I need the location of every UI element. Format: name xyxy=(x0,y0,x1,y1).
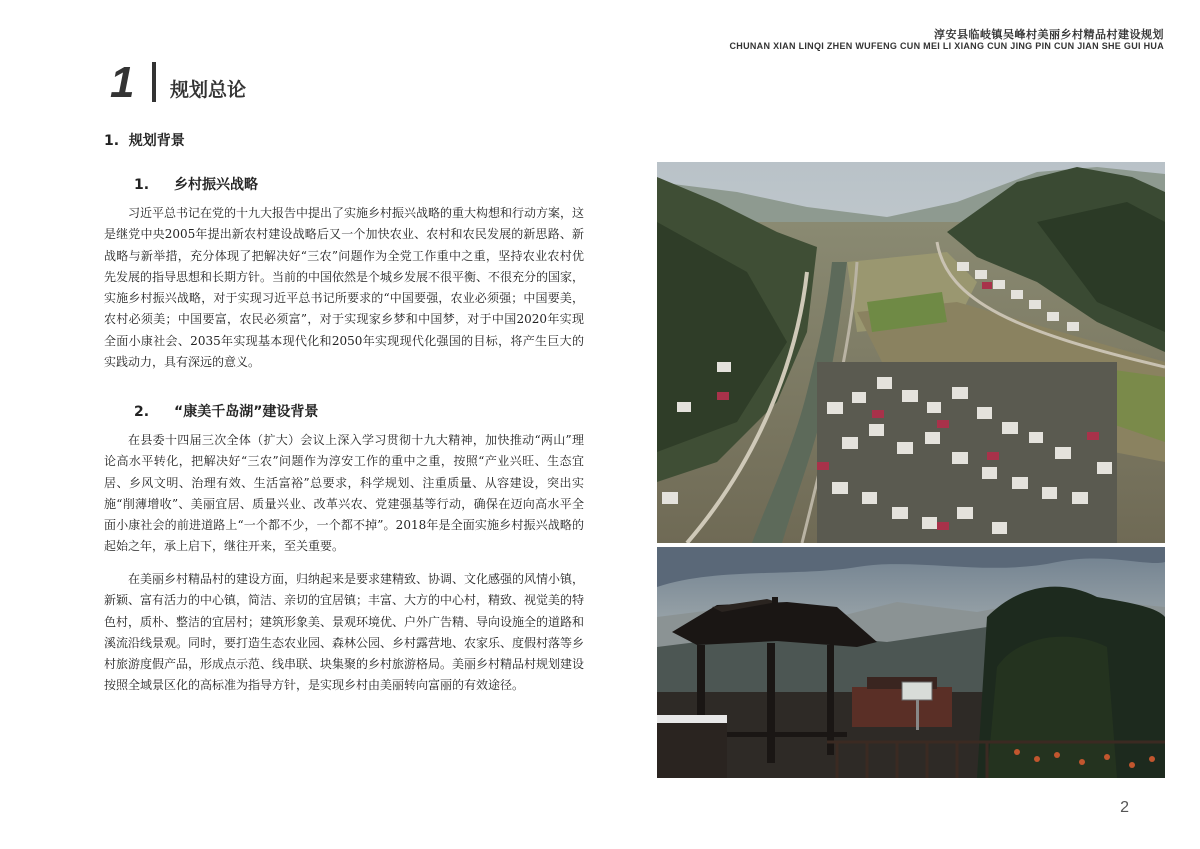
subsection-number: 2. xyxy=(134,404,150,420)
document-title-pinyin: CHUNAN XIAN LINQI ZHEN WUFENG CUN MEI LI XIANG CUN JING PIN CUN JIAN SHE GUI HUA xyxy=(729,41,1164,51)
document-title: 淳安县临岐镇吴峰村美丽乡村精品村建设规划 xyxy=(934,28,1164,41)
subsection-title: 乡村振兴战略 xyxy=(174,177,258,193)
subsection-heading xyxy=(134,174,258,194)
subsection-heading xyxy=(134,401,318,421)
chapter-number: 1 xyxy=(110,58,135,107)
paragraph: 在美丽乡村精品村的建设方面，归纳起来是要求建精致、协调、文化感强的风情小镇，新颖、富有活力的中心镇，简洁、亲切的宜居镇；丰富、大方的中心村，精致、视觉美的特色村，质朴、整洁的宜居村；建筑形象美、景观环境优、户外广告精、导向设施全的道路和溪流沿线景观。同时，要打造生态农业园、森林公园、乡村露营地、农家乐、度假村落等乡村旅游度假产品，形成点示范、线串联、块集聚的乡村旅游格局。美丽乡村精品村规划建设按照全域景区化的高标准为指导方针，是实现乡村由美丽转向富丽的有效途径。 xyxy=(104,572,585,693)
chapter-divider xyxy=(152,62,156,102)
subsection-title: “康美千岛湖”建设背景 xyxy=(174,404,319,420)
chapter-title: 规划总论 xyxy=(170,79,247,101)
village-aerial-photo xyxy=(657,162,1165,543)
subsection-number: 1. xyxy=(134,177,150,193)
section-title: 1. 规划背景 xyxy=(104,133,185,149)
paragraph: 习近平总书记在党的十九大报告中提出了实施乡村振兴战略的重大构想和行动方案，这是继党中央2005年提出新农村建设战略后又一个加快农业、农村和农民发展的新思路、新战略与新举措，充分体现了把解决好“三农”问题作为全党工作重中之重，坚持农业农村优先发展的指导思想和长期方针。当前的中国依然是个城乡发展不很平衡、不很充分的国家，实施乡村振兴战略，对于实现习近平总书记所要求的“中国要强，农业必须强；中国要美，农村必须美；中国要富，农民必须富”，对于实现家乡梦和中国梦，对于中国2020年实现全面小康社会、2035年实现基本现代化和2050年实现现代化强国的目标，将产生巨大的实践动力，具有深远的意义。 xyxy=(104,206,585,370)
page-number: 2 xyxy=(1120,799,1129,816)
paragraph: 在县委十四届三次全体（扩大）会议上深入学习贯彻十九大精神，加快推动“两山”理论高水平转化，把解决好“三农”问题作为淳安工作的重中之重，按照“产业兴旺、生态宜居、乡风文明、治理有效、生活富裕”总要求，科学规划、注重质量、从容建设，突出实施“削薄增收”、美丽宜居、质量兴业、改革兴农、党建强基等行动，确保在迈向高水平全面小康社会的前进道路上“一个都不少，一个都不掉”。2018年是全面实施乡村振兴战略的起始之年，承上启下，继往开来，至关重要。 xyxy=(104,433,584,554)
pavilion-dusk-photo xyxy=(657,547,1165,778)
